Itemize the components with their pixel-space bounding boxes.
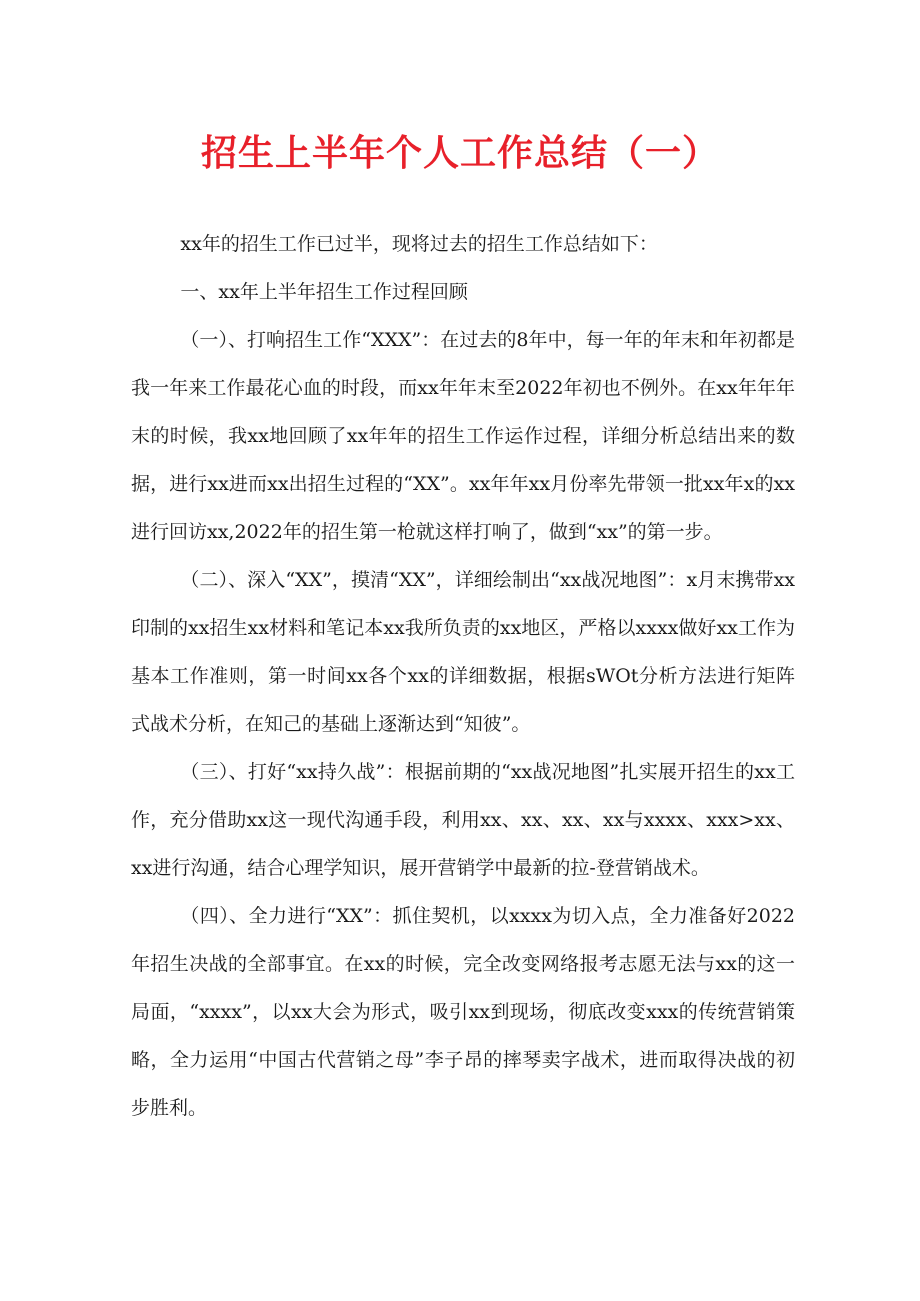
section-heading: 一、xx年上半年招生工作过程回顾 [180,281,468,303]
document-title: 招生上半年个人工作总结（一） [200,133,719,174]
paragraph-item-3: （三）、打好“xx持久战”：根据前期的“xx战况地图”扎实展开招生的xx工作，充分借助xx这一现代沟通手段，利用xx、xx、xx、xx与xxxx、xxx>xx、xx进行沟通，结合心理学知识，展开营销学中最新的拉-登营销战术。 [131,761,795,879]
paragraph-intro: xx年的招生工作已过半，现将过去的招生工作总结如下： [180,233,658,255]
paragraph-item-2: （二）、深入“XX”，摸清“XX”，详细绘制出“xx战况地图”：x月末携带xx印制的xx招生xx材料和笔记本xx我所负责的xx地区，严格以xxxx做好xx工作为基本工作准则，第一时间xx各个xx的详细数据，根据sWOt分析方法进行矩阵式战术分析，在知己的基础上逐渐达到“知彼”。 [131,569,795,735]
paragraph-item-4: （四）、全力进行“XX”：抓住契机，以xxxx为切入点，全力准备好2022年招生决战的全部事宜。在xx的时候，完全改变网络报考志愿无法与xx的这一局面，“xxxx”，以xx大会为形式，吸引xx到现场，彻底改变xxx的传统营销策略，全力运用“中国古代营销之母”李子昂的摔琴卖字战术，进而取得决战的初步胜利。 [131,905,795,1119]
paragraph-item-1: （一）、打响招生工作“XXX”：在过去的8年中，每一年的年末和年初都是我一年来工作最花心血的时段，而xx年年末至2022年初也不例外。在xx年年年末的时候，我xx地回顾了xx年年的招生工作运作过程，详细分析总结出来的数据，进行xx进而xx出招生过程的“XX”。xx年年xx月份率先带领一批xx年x的xx进行回访xx,2022年的招生第一枪就这样打响了，做到“xx”的第一步。 [131,329,795,543]
document-body [131,220,795,1132]
